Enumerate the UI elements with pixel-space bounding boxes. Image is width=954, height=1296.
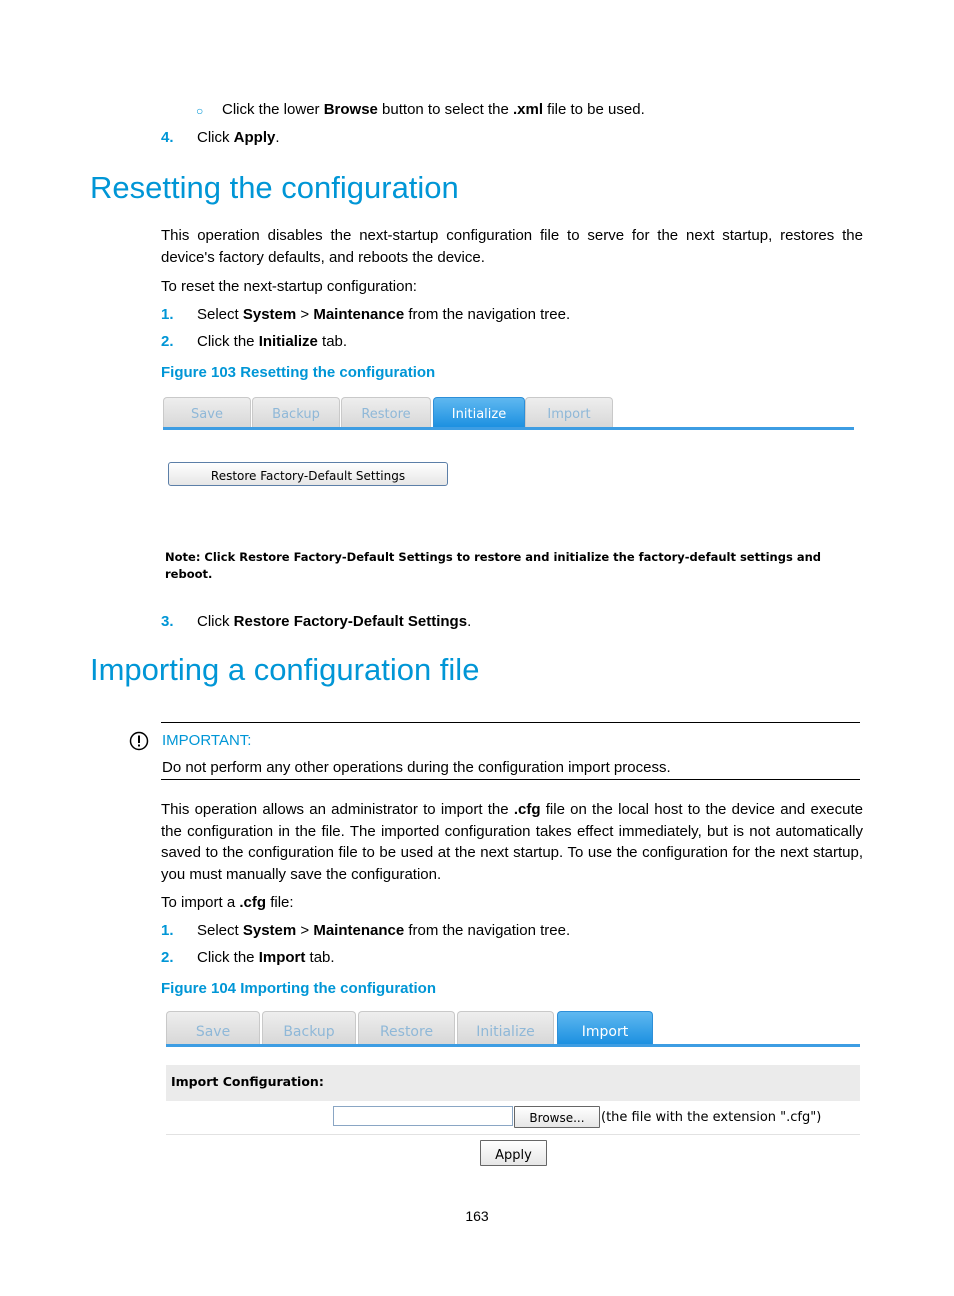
bold-text: Maintenance <box>313 306 405 323</box>
bold-text: .cfg <box>239 894 267 911</box>
tab-save[interactable]: Save <box>166 1011 260 1045</box>
browse-button[interactable]: Browse... <box>514 1106 600 1128</box>
tab-underline <box>166 1044 860 1047</box>
important-bottom-rule <box>161 779 860 780</box>
text: Select <box>197 922 243 939</box>
bold-text: Maintenance <box>313 922 405 939</box>
text: file on the local host to the device and execute the configuration in the file. The imported configuration takes effect immediately, but is not automatically saved to the configuration file to be used at the next startup. To use the configuration for the next startup, you must manually save the configuration. <box>161 801 863 883</box>
import-header-label: Import Configuration: <box>171 1074 324 1089</box>
restore-factory-default-button[interactable]: Restore Factory-Default Settings <box>168 462 448 486</box>
file-path-input[interactable] <box>333 1106 513 1126</box>
text: > <box>296 306 314 323</box>
text: tab. <box>317 333 348 350</box>
text: Click the lower <box>222 101 324 118</box>
step-number: 4. <box>161 129 174 146</box>
tab-save[interactable]: Save <box>163 397 251 428</box>
figure-caption: Figure 103 Resetting the configuration <box>161 364 436 381</box>
intro-text: To reset the next-startup configuration: <box>161 278 417 295</box>
section-paragraph: This operation disables the next-startup configuration file to serve for the next startup, restores the device's factory defaults, and reboots the device. <box>161 227 863 266</box>
text: file to be used. <box>543 101 645 118</box>
text: This operation allows an administrator to import the <box>161 801 514 818</box>
text: Click <box>197 613 234 630</box>
bold-text: Initialize <box>258 333 318 350</box>
step-number: 1. <box>161 306 174 323</box>
important-top-rule <box>161 722 860 723</box>
tab-bar <box>166 1011 860 1048</box>
bold-text: Apply <box>233 129 276 146</box>
bold-text: System <box>242 922 297 939</box>
tab-initialize[interactable]: Initialize <box>457 1011 554 1045</box>
bold-text: .cfg <box>513 801 541 818</box>
bold-text: System <box>242 306 297 323</box>
bullet-text <box>222 100 645 120</box>
tab-restore[interactable]: Restore <box>341 397 431 428</box>
section-heading: Importing a configuration file <box>90 652 480 687</box>
step-number: 1. <box>161 922 174 939</box>
tab-restore[interactable]: Restore <box>358 1011 455 1045</box>
step-text <box>197 128 280 148</box>
bullet-marker: ○ <box>196 104 204 118</box>
text: button to select the <box>377 101 513 118</box>
text: To import a <box>161 894 240 911</box>
note-line: reboot. <box>165 567 213 581</box>
step-number: 2. <box>161 333 174 350</box>
text: Select <box>197 306 243 323</box>
section-paragraph <box>161 799 863 885</box>
warning-icon <box>129 731 149 751</box>
step-text <box>197 305 570 325</box>
text: from the navigation tree. <box>404 306 571 323</box>
figure-caption: Figure 104 Importing the configuration <box>161 980 437 997</box>
tab-underline <box>163 427 854 430</box>
tab-import[interactable]: Import <box>525 397 613 428</box>
import-header-bar <box>166 1065 860 1101</box>
bold-text: Import <box>258 949 306 966</box>
note-line: Note: Click Restore Factory-Default Settings to restore and initialize the factory-default settings and <box>165 550 821 564</box>
intro-text <box>161 893 294 913</box>
text: . <box>467 613 472 630</box>
tab-import[interactable]: Import <box>557 1011 653 1045</box>
text: Click the <box>197 333 259 350</box>
text: > <box>296 922 314 939</box>
step-text <box>197 332 347 352</box>
section-heading: Resetting the configuration <box>90 170 459 205</box>
text: tab. <box>305 949 335 966</box>
apply-button[interactable]: Apply <box>480 1140 547 1166</box>
step-text <box>197 921 570 941</box>
step-text <box>197 948 335 968</box>
tab-backup[interactable]: Backup <box>262 1011 356 1045</box>
bold-text: .xml <box>512 101 543 118</box>
step-number: 3. <box>161 613 174 630</box>
file-extension-hint: (the file with the extension ".cfg") <box>601 1110 822 1125</box>
row-divider <box>166 1134 860 1135</box>
step-number: 2. <box>161 949 174 966</box>
text: . <box>275 129 280 146</box>
step-text <box>197 612 471 632</box>
tab-bar <box>163 397 854 431</box>
important-label: IMPORTANT: <box>162 732 252 749</box>
text: from the navigation tree. <box>404 922 571 939</box>
important-text: Do not perform any other operations during the configuration import process. <box>162 759 671 776</box>
bold-text: Browse <box>323 101 378 118</box>
bold-text: Restore Factory-Default Settings <box>233 613 468 630</box>
text: file: <box>266 894 294 911</box>
tab-backup[interactable]: Backup <box>252 397 340 428</box>
text: Click <box>197 129 234 146</box>
text: Click the <box>197 949 259 966</box>
tab-initialize[interactable]: Initialize <box>433 397 525 428</box>
page-number: 163 <box>465 1208 489 1224</box>
